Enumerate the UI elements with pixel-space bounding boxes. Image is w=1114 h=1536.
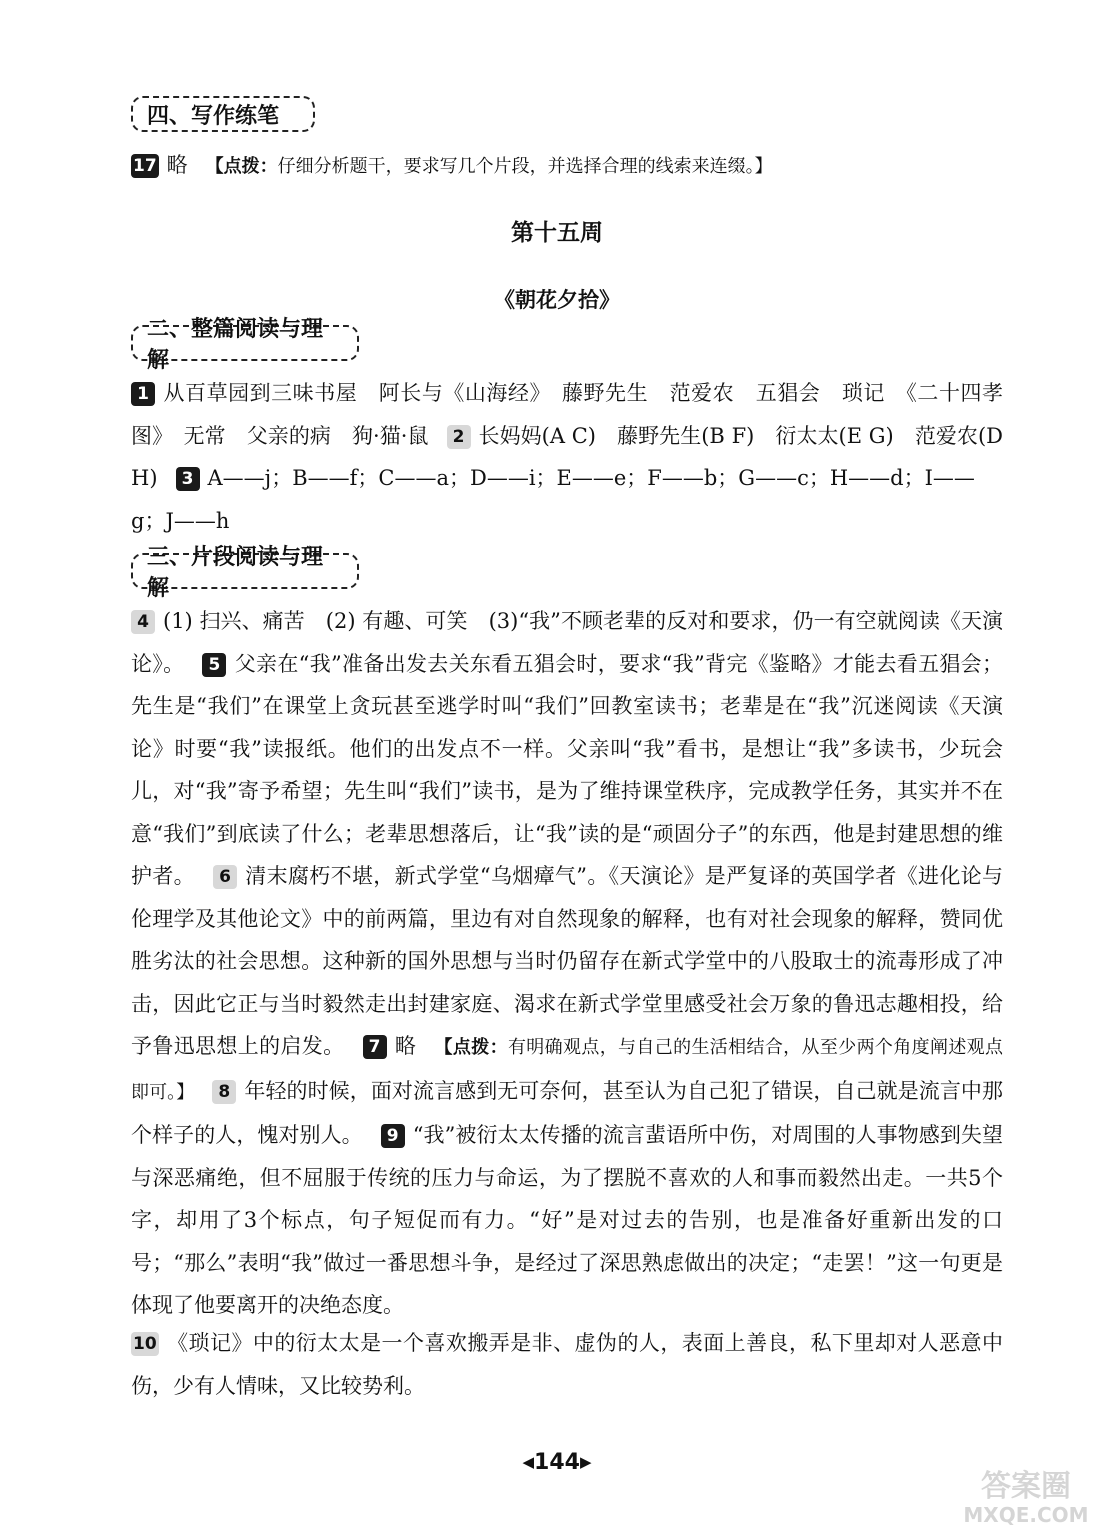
answer-text: 略 bbox=[394, 1034, 417, 1058]
page-number-text: 144 bbox=[534, 1450, 580, 1475]
answers-1-3 bbox=[131, 372, 1003, 542]
hint-text: 有明确观点，与自己的生活相结合，从至少两个角度阐述观点即可。】 bbox=[131, 1037, 1004, 1103]
section-title: 二、整篇阅读与理解 bbox=[147, 317, 324, 373]
question-number: 8 bbox=[212, 1080, 236, 1104]
answer-text: 略 bbox=[166, 153, 188, 177]
answer-text: 长妈妈(A C) 藤野先生(B F) 衍太太(E G) 范爱农(D H) bbox=[131, 423, 1003, 490]
question-number: 10 bbox=[133, 1334, 157, 1354]
question-number: 6 bbox=[213, 865, 237, 889]
answer-text: 清末腐朽不堪，新式学堂“乌烟瘴气”。《天演论》是严复译的英国学者《进化论与伦理学及其他论文》中的前两篇，里边有对自然现象的解释，也有对社会现象的解释，赞同优胜劣汰的社会思想。这种新的国外思想与当时仍留存在新式学堂中的八股取士的流毒形成了冲击，因此它正与当时毅然走出封建家庭、渴求在新式学堂里感受社会万象的鲁迅志趣相投，给予鲁迅思想上的启发。 bbox=[131, 864, 1004, 1058]
watermark-logo bbox=[946, 1460, 1106, 1530]
answer-text: 年轻的时候，面对流言感到无可奈何，甚至认为自己犯了错误，自己就是流言中那个样子的人，愧对别人。 bbox=[131, 1078, 1004, 1147]
question-number: 4 bbox=[131, 610, 155, 634]
watermark-line2: MXQE.COM bbox=[963, 1503, 1089, 1527]
question-number: 1 bbox=[131, 382, 155, 406]
hint-text: 仔细分析题干，要求写几个片段，并选择合理的线索来连缀。】 bbox=[277, 156, 773, 177]
section-title: 三、片段阅读与理解 bbox=[147, 545, 324, 601]
answers-4-9 bbox=[131, 600, 1003, 1327]
question-17 bbox=[131, 144, 1003, 189]
answer-text: A——j；B——f；C——a；D——i；E——e；F——b；G——c；H——d；I——g；J——h bbox=[131, 466, 975, 533]
section-heading-writing bbox=[131, 96, 315, 132]
question-number: 7 bbox=[363, 1035, 387, 1059]
section-heading-whole-reading bbox=[131, 317, 359, 373]
question-number: 5 bbox=[202, 653, 226, 677]
right-triangle-icon: ▶ bbox=[579, 1453, 592, 1471]
hint-label: 【点拨： bbox=[205, 156, 278, 177]
question-number: 17 bbox=[133, 156, 157, 176]
answer-text: “我”被衍太太传播的流言蜚语所中伤，对周围的人事物感到失望与深恶痛绝，但不屈服于传统的压力与命运，为了摆脱不喜欢的人和事而毅然出走。一共5个字，却用了3个标点，句子短促而有力。“好”是对过去的告别，也是准备好重新出发的口号；“那么”表明“我”做过一番思想斗争，是经过了深思熟虑做出的决定；“走罢！”这一句更是体现了他要离开的决绝态度。 bbox=[131, 1123, 1003, 1317]
question-number: 3 bbox=[176, 467, 200, 491]
week-title: 第十五周 bbox=[511, 220, 603, 246]
book-title: 《朝花夕拾》 bbox=[494, 288, 620, 312]
answer-10 bbox=[131, 1322, 1003, 1407]
answer-text: (1) 扫兴、痛苦 (2) 有趣、可笑 (3)“我”不顾老辈的反对和要求，仍一有空就阅读《天演论》。 bbox=[131, 609, 1003, 676]
question-number: 9 bbox=[381, 1124, 405, 1148]
section-title: 四、写作练笔 bbox=[147, 103, 280, 129]
watermark-line1: 答案圈 bbox=[981, 1469, 1071, 1504]
answer-text: 从百草园到三味书屋 阿长与《山海经》 藤野先生 范爱农 五猖会 琐记 《二十四孝图》 无常 父亲的病 狗·猫·鼠 bbox=[131, 381, 1003, 448]
hint-label: 【点拨： bbox=[434, 1037, 508, 1058]
answer-text: 父亲在“我”准备出发去关东看五猖会时，要求“我”背完《鉴略》才能去看五猖会；先生是“我们”在课堂上贪玩甚至逃学时叫“我们”回教室读书；老辈是在“我”沉迷阅读《天演论》时要“我”读报纸。他们的出发点不一样。父亲叫“我”看书，是想让“我”多读书，少玩会儿，对“我”寄予希望；先生叫“我们”读书，是为了维持课堂秩序，完成教学任务，其实并不在意“我们”到底读了什么；老辈思想落后，让“我”读的是“顽固分子”的东西，他是封建思想的维护者。 bbox=[131, 651, 1003, 888]
section-heading-excerpt-reading bbox=[131, 545, 359, 601]
left-triangle-icon: ◀ bbox=[522, 1453, 535, 1471]
question-number: 2 bbox=[447, 425, 471, 449]
answer-text: 《琐记》中的衍太太是一个喜欢搬弄是非、虚伪的人，表面上善良，私下里却对人恶意中伤，少有人情味，又比较势利。 bbox=[131, 1331, 1003, 1398]
